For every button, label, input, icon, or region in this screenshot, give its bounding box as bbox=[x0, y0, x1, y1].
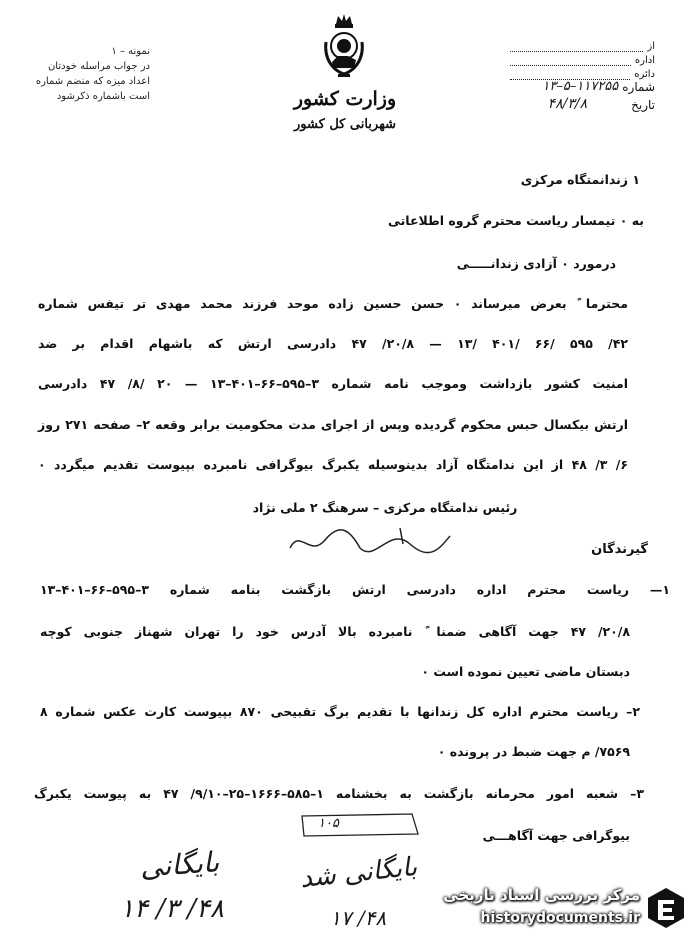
office-row bbox=[510, 52, 655, 66]
watermark-logo-icon bbox=[646, 886, 686, 930]
subject-line: درمورد ۰ آزادی زندانـــــی bbox=[456, 256, 616, 271]
number-row bbox=[510, 80, 655, 94]
watermark bbox=[428, 880, 690, 938]
center-number: ۱۰۵ bbox=[318, 816, 339, 831]
from-dots bbox=[510, 42, 643, 52]
form-number: نمونه – ۱ bbox=[111, 46, 150, 57]
body-line-5: ۶/ ۳/ ۴۸ از این ندامتگاه آزاد بدینوسیله یکبرگ بیوگرافی نامبرده بپیوست تقدیم میگردد ۰ bbox=[38, 457, 628, 472]
distribution-line-7: بیوگرافی جهت آگاهـــی bbox=[482, 828, 630, 843]
watermark-url: historydocuments.ir bbox=[480, 910, 640, 926]
distribution-line-4: ۲– ریاست محترم اداره کل زندانها با تقدیم برگ تقبیحی ۸۷۰ بپیوست کارت عکس شماره ۸ bbox=[40, 704, 640, 719]
left-handwritten-date: ۴۸/ ۳/ ۱۴ bbox=[120, 894, 224, 924]
number-label: شماره bbox=[622, 80, 655, 94]
to-line: به ۰ تیمسار ریاست محترم گروه اطلاعاتی bbox=[387, 213, 644, 228]
distribution-line-1: ۱— ریاست محترم اداره دادرسی ارتش بازگشت بنامه شماره ۳–۵۹۵–۶۶–۴۰۱–۱۳ bbox=[40, 582, 670, 597]
date-value: ۴۸/۳/۸ bbox=[547, 96, 588, 112]
ministry-title: وزارت کشور bbox=[293, 88, 397, 110]
form-note-line3: است باشماره ذکرشود bbox=[56, 91, 150, 102]
from-label: از bbox=[647, 41, 655, 52]
signature-title: رئیس ندامتگاه مرکزی – سرهنگ ۲ ملی نژاد bbox=[252, 500, 518, 515]
right-handwritten-note: بایگانی شد bbox=[298, 851, 419, 895]
signature-mark bbox=[280, 518, 460, 568]
form-note-line2: اعداد میزه که منضم شماره bbox=[35, 76, 150, 87]
watermark-title: مرکز بررسی اسناد تاریخی bbox=[443, 886, 640, 904]
handwritten-box bbox=[300, 812, 420, 838]
lion-sun-emblem-icon bbox=[318, 12, 370, 86]
date-row bbox=[510, 94, 655, 112]
body-line-2: ۴۲/ ۵۹۵ /۶۶ /۴۰۱ /۱۳ — ۲۰/۸/ ۴۷ دادرسی ارتش که باشهام اقدام بر ضد bbox=[38, 336, 628, 351]
body-line-3: امنیت کشور بازداشت وموجب نامه شماره ۳–۵۹۵–۶۶–۴۰۱–۱۳ — ۲۰ /۸/ ۴۷ دادرسی bbox=[38, 376, 628, 391]
recipients-heading: گیرندگان bbox=[591, 542, 648, 557]
distribution-line-5: ۷۵۶۹/ م جهت ضبط در پرونده ۰ bbox=[437, 744, 630, 759]
division-row bbox=[510, 66, 655, 80]
distribution-line-6: ۳– شعبه امور محرمانه بازگشت به بخشنامه ۱–۵۸۵–۱۶۶۶–۲۵–۹/۱۰/ ۴۷ به پیوست یکبرگ bbox=[34, 786, 644, 801]
left-handwritten-note: بایگانی bbox=[138, 845, 221, 884]
office-dots bbox=[510, 56, 631, 66]
department-title: شهربانی کل کشور bbox=[294, 117, 396, 132]
body-line-4: ارتش بیکسال حبس محکوم گردیده وپس از اجرای مدت محکومیت برابر وقعه ۲– صفحه ۲۷۱ روز bbox=[38, 417, 628, 432]
distribution-line-2: ۲۰/۸/ ۴۷ جهت آگاهی ضمنا ً نامبرده بالا آدرس خود را تهران شهناز جنوبی کوچه bbox=[40, 624, 630, 639]
distribution-line-3: دبستان ماضی تعیین نموده است ۰ bbox=[421, 664, 630, 679]
recipient-line: ۱ زندانمتگاه مرکزی bbox=[520, 172, 640, 187]
form-note bbox=[30, 44, 150, 104]
body-line-1: محترما ً بعرض میرساند ۰ حسن حسین زاده موحد فرزند محمد مهدی تر تیفس شماره bbox=[38, 296, 628, 311]
division-label: دائره bbox=[634, 69, 655, 80]
number-value: ۱۱۷۲۵۵–۵–۱۳ bbox=[542, 79, 619, 94]
header-fields bbox=[510, 38, 655, 112]
from-row bbox=[510, 38, 655, 52]
office-label: اداره bbox=[634, 55, 655, 66]
form-note-line1: در جواب مراسله خودتان bbox=[47, 61, 150, 72]
bottom-handwritten-number: ۴۸/ ۱۷ bbox=[330, 906, 387, 930]
date-label: تاریخ bbox=[631, 98, 655, 112]
